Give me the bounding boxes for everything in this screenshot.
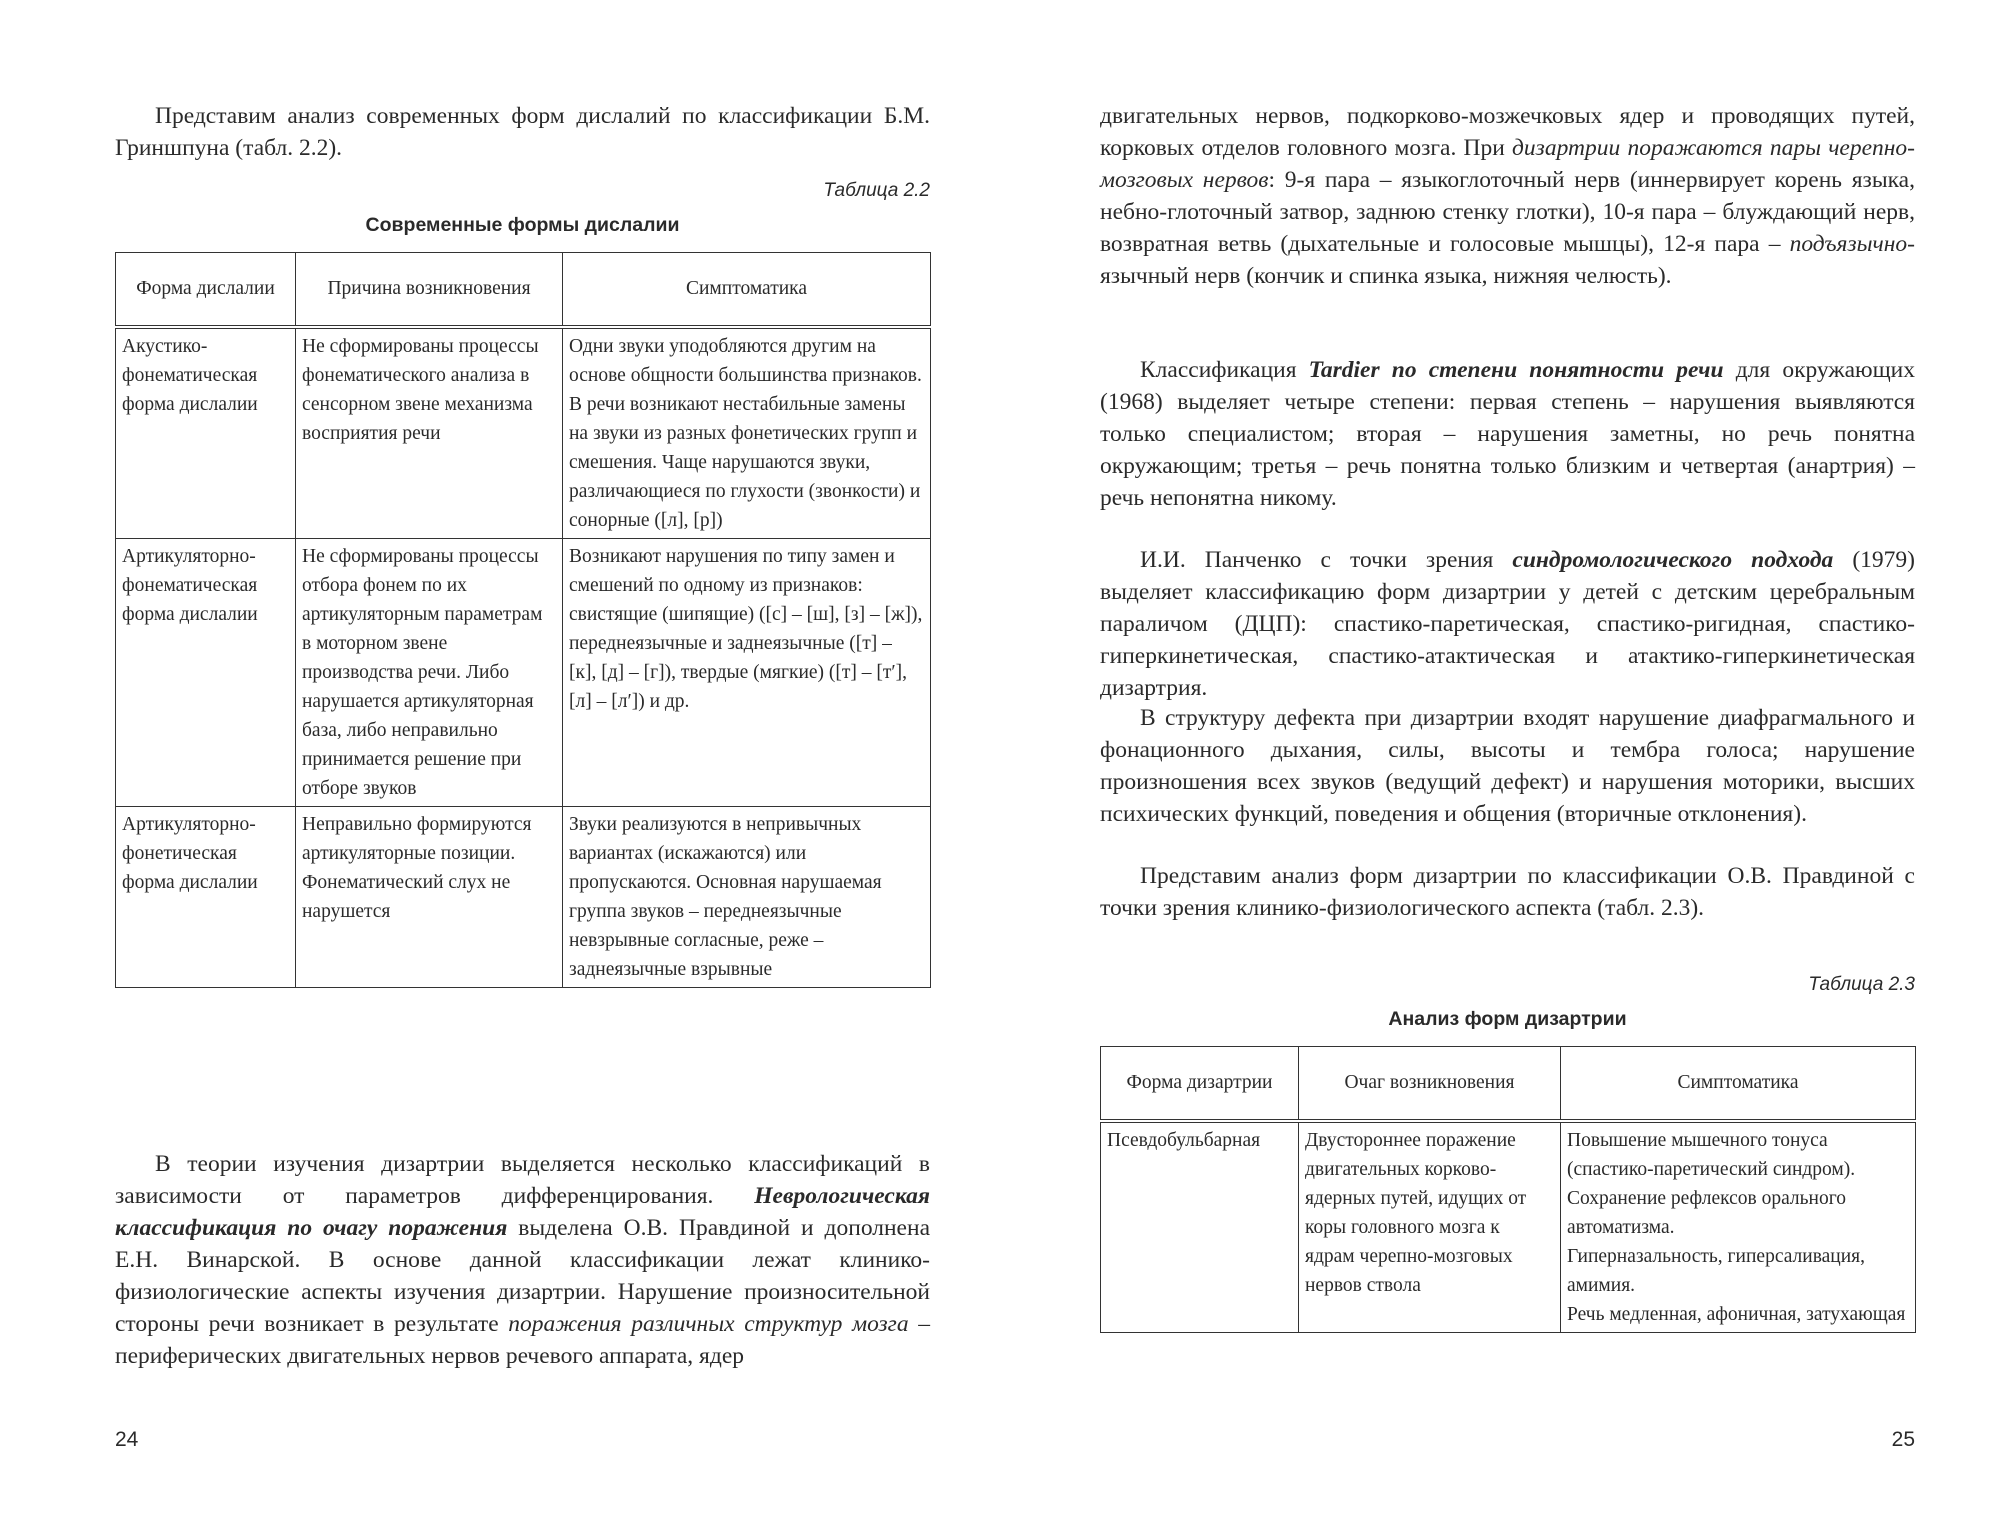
header-cause: Причина возникновения — [296, 253, 563, 327]
header-focus: Очаг возникновения — [1299, 1047, 1561, 1121]
intro-paragraph: Представим анализ современных форм дислалий по классификации Б.М. Гриншпуна (табл. 2.2). — [115, 103, 930, 161]
dysarthria-table — [1100, 1046, 1916, 1333]
tardier-paragraph: Классификация Tardier по степени понятности речи для окружающих (1968) выделяет четыре степени: первая степень – нарушения выявляются только специалистом; вторая – нарушения заметны, но речь понятна окружающим; третья – речь понятна только близким и четвертая (анартрия) – речь непонятна никому. — [1100, 357, 1916, 511]
dyslalia-table — [115, 252, 931, 988]
classification-paragraph: В теории изучения дизартрии выделяется несколько классификаций в зависимости от параметров дифференцирования. Неврологическая классификация по очагу поражения выделена О.В. Правдиной и дополнена Е.Н. Винарской. В основе данной классификации лежат клинико-физиологические аспекты изучения дизартрии. Нарушение произносительной стороны речи возникает в результате поражения различных структур мозга – периферических двигательных нервов речевого аппарата, ядер — [115, 1151, 931, 1369]
brain-structures-term: поражения различных структур мозга — [508, 1311, 909, 1337]
table-row — [116, 806, 931, 987]
table-title: Анализ форм дизартрии — [1388, 1008, 1627, 1030]
row-symptoms: Повышение мышечного тонуса (спастико-паретический синдром). Сохранение рефлексов орального автоматизма. Гиперназальность, гиперсаливация, амимия. Речь медленная, афоничная, затухающая — [1561, 1121, 1916, 1333]
neuro-classification-term: Неврологическая классификация по очагу поражения — [115, 1183, 931, 1241]
row-form: Псевдобульбарная — [1101, 1121, 1299, 1333]
table-header-row — [116, 253, 931, 327]
page-number-left: 24 — [115, 1428, 139, 1451]
row-cause: Неправильно формируются артикуляторные позиции. Фонематический слух не нарушется — [296, 806, 563, 987]
row-cause: Не сформированы процессы отбора фонем по их артикуляторным параметрам в моторном звене производства речи. Либо нарушается артикуляторная база, либо неправильно принимается решение при отборе звуков — [296, 538, 563, 806]
row-form: Акустико-фонематическая форма дислалии — [116, 327, 296, 539]
header-form: Форма дислалии — [116, 253, 296, 327]
row-form: Артикуляторно-фонематическая форма дислалии — [116, 538, 296, 806]
row-focus: Двустороннее поражение двигательных корково-ядерных путей, идущих от коры головного мозга к ядрам черепно-мозговых нервов ствола — [1299, 1121, 1561, 1333]
header-form: Форма дизартрии — [1101, 1047, 1299, 1121]
table-caption: Таблица 2.3 — [1808, 974, 1915, 995]
left-page — [115, 0, 930, 1520]
tardier-term: Tardier по степени понятности речи — [1308, 357, 1724, 383]
table-row — [1101, 1121, 1916, 1333]
table-row — [116, 538, 931, 806]
syndromological-term: синдромологического подхода — [1512, 547, 1834, 573]
panchenko-paragraph: И.И. Панченко с точки зрения синдромологического подхода (1979) выделяет классификацию форм дизартрии у детей с детским церебральным параличом (ДЦП): спастико-паретическая, спастико-ригидная, спастико-гиперкинетическая, спастико-атактическая и атактико-гиперкинетическая дизартрия. — [1100, 547, 1915, 701]
table-caption: Таблица 2.2 — [823, 180, 930, 201]
right-page — [1100, 0, 1915, 1520]
row-symptoms: Звуки реализуются в непривычных вариантах (искажаются) или пропускаются. Основная нарушаемая группа звуков – переднеязычные невзрывные согласные, реже – заднеязычные взрывные — [563, 806, 931, 987]
table-title: Современные формы дислалии — [365, 214, 680, 236]
header-symptoms: Симптоматика — [563, 253, 931, 327]
header-symptoms: Симптоматика — [1561, 1047, 1916, 1121]
row-form: Артикуляторно-фонетическая форма дислалии — [116, 806, 296, 987]
row-cause: Не сформированы процессы фонематического анализа в сенсорном звене механизма восприятия речи — [296, 327, 563, 539]
structure-paragraph: В структуру дефекта при дизартрии входят нарушение диафрагмального и фонационного дыхания, силы, высоты и тембра голоса; нарушение произношения всех звуков (ведущий дефект) и нарушения моторики, высших психических функций, поведения и общения (вторичные отклонения). — [1100, 705, 1915, 827]
intro-2-paragraph: Представим анализ форм дизартрии по классификации О.В. Правдиной с точки зрения клинико-физиологического аспекта (табл. 2.3). — [1100, 863, 1915, 921]
cranial-nerves-term: дизартрии поражаются пары черепно-мозговых нервов — [1100, 135, 1915, 193]
row-symptoms: Одни звуки уподобляются другим на основе общности большинства признаков. В речи возникают нестабильные замены на звуки из разных фонетических групп и смешения. Чаще нарушаются звуки, различающиеся по глухости (звонкости) и сонорные ([л], [р]) — [563, 327, 931, 539]
row-symptoms: Возникают нарушения по типу замен и смешений по одному из признаков: свистящие (шипящие) ([с] – [ш], [з] – [ж]), переднеязычные и заднеязычные ([т] – [к], [д] – [г]), твердые (мягкие) ([т] – [т′], [л] – [л′]) и др. — [563, 538, 931, 806]
continuation-paragraph: двигательных нервов, подкорково-мозжечковых ядер и проводящих путей, корковых отделов головного мозга. При дизартрии поражаются пары черепно-мозговых нервов: 9-я пара – языкоглоточный нерв (иннервирует корень языка, небно-глоточный затвор, заднюю стенку глотки), 10-я пара – блуждающий нерв, возвратная ветвь (дыхательные и голосовые мышцы), 12-я пара – подъязычно-язычный нерв (кончик и спинка языка, нижняя челюсть). — [1100, 103, 1915, 289]
table-header-row — [1101, 1047, 1916, 1121]
table-row — [116, 327, 931, 539]
page-number-right: 25 — [1891, 1428, 1915, 1451]
